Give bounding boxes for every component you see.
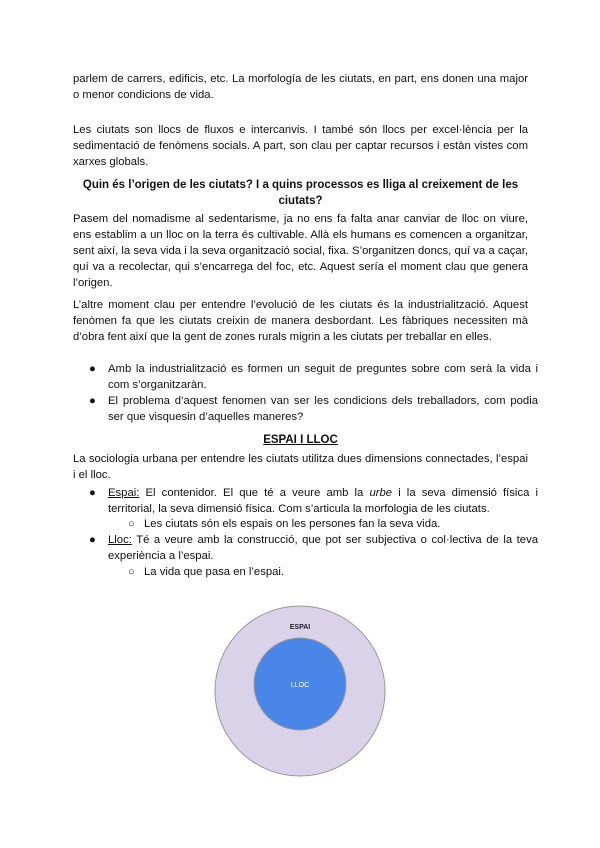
term-urbe: urbe [369, 487, 393, 499]
bullet-dot-icon: ● [89, 395, 96, 407]
bullet-dot-icon: ● [89, 487, 96, 499]
espai-lloc-diagram [214, 605, 386, 777]
espai-label: ESPAI [289, 624, 311, 631]
list-item: ● El problema d’aquest fenomen van ser les condicions dels treballadors, com podia ser que visquesin d’aquelles maneres? [89, 395, 538, 423]
paragraph-sociology: La sociologia urbana per entendre les ciutats utilitza dues dimensions connectades, l’espai i el lloc. [73, 453, 528, 481]
term-lloc: Lloc: [108, 534, 132, 546]
heading-origin: Quin és l’origen de les ciutats? I a quins processos es lliga al creixement de les ciutats? [82, 179, 519, 207]
list-item-espai: ● Espai: El contenidor. El que té a veure amb la urbe i la seva dimensió física i territorial, la seva dimensió física. Com s’articula la morfologia de les ciutats. [89, 487, 538, 515]
list-item-lloc: ● Lloc: Té a veure amb la construcció, que pot ser subjectiva o col·lectiva de la teva experiència a l’espai. [89, 534, 538, 562]
hollow-bullet-icon: ○ [128, 566, 135, 578]
paragraph-industrialization: L’altre moment clau per entendre l’evolució de les ciutats és la industrialització. Aquest fenòmen fa que les ciutats creixin de manera desbordant. Les fàbriques necessiten mà d’obra fent així que la gent de zones rurals migrin a les ciutats per treballar en elles. [73, 299, 528, 343]
list-item: ● Amb la industrialització es formen un seguit de preguntes sobre com serà la vida i com s’organitzaràn. [89, 363, 538, 391]
term-espai: Espai: [108, 487, 140, 499]
paragraph-morphology: parlem de carrers, edificis, etc. La morfología de les ciutats, en part, ens donen una major o menor condicions de vida. [73, 73, 528, 101]
sub-list-item: ○ Les ciutats són els espais on les persones fan la seva vida. [128, 518, 441, 530]
lloc-label: LLOC [290, 682, 310, 689]
sub-list-item: ○ La vida que pasa en l’espai. [128, 566, 285, 578]
bullet-dot-icon: ● [89, 534, 96, 546]
hollow-bullet-icon: ○ [128, 518, 135, 530]
bullet-dot-icon: ● [89, 363, 96, 375]
paragraph-sedentarism: Pasem del nomadisme al sedentarisme, ja no ens fa falta anar canviar de lloc on viure, ens establim a un lloc on la terra és cultivable. Allà els humans es comencen a organitzar, sent així, la seva vida i la seva organització social, fixa. S’organitzen doncs, quí va a caçar, quí va a recolectar, qui s’encarrega del foc, etc. Aquest sería el moment clau que genera l’origen. [73, 213, 528, 289]
paragraph-fluxes: Les ciutats son llocs de fluxos e intercanvis. I també són llocs per excel·lència per la sedimentació de fenòmens socials. A part, son clau per captar recursos i estàn vistes com xarxes globals. [73, 124, 528, 168]
heading-espai-lloc: ESPAI I LLOC [263, 434, 338, 446]
